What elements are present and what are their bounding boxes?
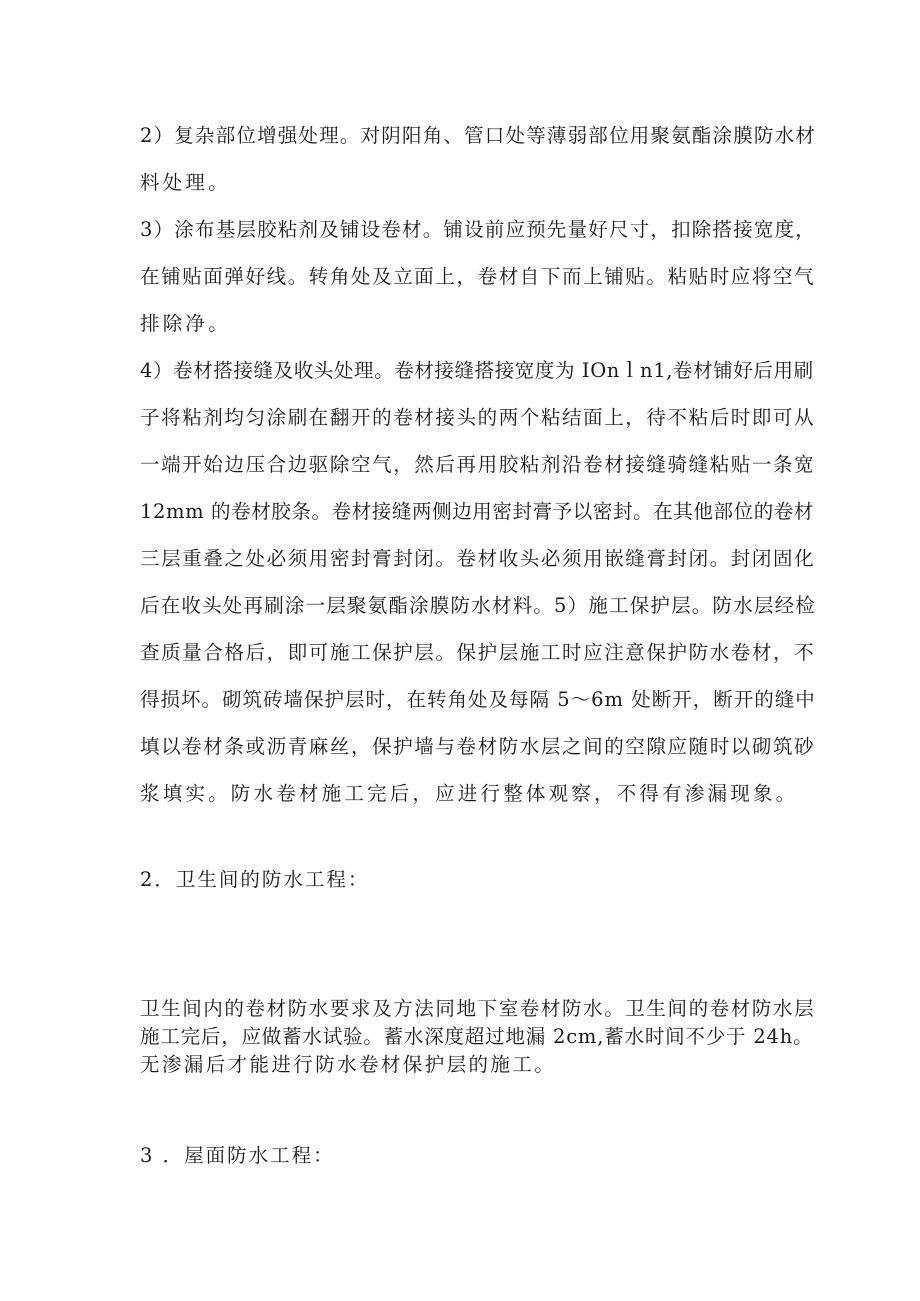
paragraph-4-line-6: 后在收头处再刷涂一层聚氨酯涂膜防水材料。5）施工保护层。防水层经检 xyxy=(140,594,817,617)
section-3-heading: 3 ．屋面防水工程： xyxy=(140,1144,335,1167)
paragraph-2-line-1: 2）复杂部位增强处理。对阴阳角、管口处等薄弱部位用聚氨酯涂膜防水材 xyxy=(140,124,817,147)
paragraph-2-line-2: 料处理。 xyxy=(140,171,231,194)
section-2-line-3: 无渗漏后才能进行防水卷材保护层的施工。 xyxy=(140,1053,557,1076)
paragraph-4-line-8: 得损坏。砌筑砖墙保护层时，在转角处及每隔 5～6m 处断开，断开的缝中 xyxy=(140,688,816,711)
paragraph-4-line-1: 4）卷材搭接缝及收头处理。卷材接缝搭接宽度为 IOnｌn1,卷材铺好后用刷 xyxy=(140,359,814,382)
paragraph-4-line-3: 一端开始边压合边驱除空气，然后再用胶粘剂沿卷材接缝骑缝粘贴一条宽 xyxy=(140,453,816,476)
section-2-line-1: 卫生间内的卷材防水要求及方法同地下室卷材防水。卫生间的卷材防水层 xyxy=(140,997,816,1020)
paragraph-3-line-1: 3）涂布基层胶粘剂及铺设卷材。铺设前应预先量好尺寸，扣除搭接宽度， xyxy=(140,218,817,241)
section-2-line-2: 施工完后，应做蓄水试验。蓄水深度超过地漏 2cm,蓄水时间不少于 24h。 xyxy=(140,1025,814,1048)
section-2-heading: 2．卫生间的防水工程： xyxy=(140,868,370,891)
paragraph-4-line-5: 三层重叠之处必须用密封膏封闭。卷材收头必须用嵌缝膏封闭。封闭固化 xyxy=(140,547,816,570)
paragraph-4-line-4: 12mm 的卷材胶条。卷材接缝两侧边用密封膏予以密封。在其他部位的卷材 xyxy=(140,500,814,523)
paragraph-4-line-10: 浆填实。防水卷材施工完后，应进行整体观察，不得有渗漏现象。 xyxy=(140,782,799,805)
paragraph-4-line-7: 查质量合格后，即可施工保护层。保护层施工时应注意保护防水卷材，不 xyxy=(140,641,816,664)
paragraph-4-line-9: 填以卷材条或沥青麻丝，保护墙与卷材防水层之间的空隙应随时以砌筑砂 xyxy=(140,735,816,758)
paragraph-4-line-2: 子将粘剂均匀涂刷在翻开的卷材接头的两个粘结面上，待不粘后时即可从 xyxy=(140,406,816,429)
paragraph-3-line-2: 在铺贴面弹好线。转角处及立面上，卷材自下而上铺贴。粘贴时应将空气 xyxy=(140,265,816,288)
paragraph-3-line-3: 排除净。 xyxy=(140,312,231,335)
